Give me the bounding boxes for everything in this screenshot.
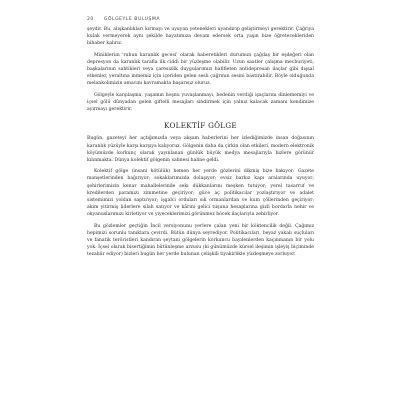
paragraph: Minikleriın 'ruhun karanlık gecesi' olarak haberetikleri durumun çağdaş bir eşdeğeri olan depresyon da karanlık tarafla ilk ciddi bir yüzleşme olabilir. Uzun saatler çalışma mecburiyeti, başkalarının sahtikleri veya çaresizlik duygularımızı hafifleten antidepresan ilaçlar gibi dışsal etkenler, yeraltına inmemiz için içeriden gelen sesli çağrının sesini bastırabilir. Böyle olduğunda melankolimizin amacını kavramakta başarısız oluruz.: [87, 52, 314, 87]
running-header: [87, 17, 160, 22]
paragraph: Kolektif gölge (insani kötülük) hemen her yerde gözlerini dikmiş bize bakıyor: Gazete manşetlerinden bağırıyor; sokaklarımızda dolaşıyor; evsiz barkız kapı aralarında uyuyor; şehirlerimizin kenar mahallelerinde sekı dükkanlarını meşken tutuyor; yerel tasarruf ve kredilerden paramızı zimmetine geçiriyor; güce aç politikacılar yozlaştırıyor ve adalet sistemimizi yoldan saptırıyor; işgalci orduları sık ormanlardan ve kum çöllerinden geçiriyor; akim yitirmiş liderlere silah satıyor ve kârını gelici tuşuna hesaplarına gizli bordarla nehir ve okyanuslarımızı kirletiyor ve yiyeceklerimizi görünmez böcek ilaçlarıyla zehirliyor.: [87, 169, 314, 218]
page-number: 20: [87, 17, 94, 22]
body-text: [87, 26, 314, 259]
paragraph: Bu gözlemler geçtiğin İncil versiyonunu yerlere çalan yeni bir köktencilik değil. Çağımız hepimizi sorunlu tanıklara çevirdi. Bütün dünya seyrediyor. Politikacıları, beyaz yakalı suçluları ve fanatik teröristleri kandıran şeytani gölgelerin korkuncu bayılenlerden kaçınmanın bir yolu yok. İçsel olarak bisertiğimin bütünleşme arzusu (ki günümüzde kürsel ileşimin işleyiş biçiminde tezahür ediyor) bizleri bugün her yerde bulunan çelişkili tiyakirlikle yüzleşmeye zorluyor.: [87, 223, 314, 258]
paragraph: Gölgeyle karşılaşma, yaşamın hoşnu yuvaşlanmayı, bedenin verdiği işaçlarını dinlememiyi ve içsel gölü dünyadan gelen giftelli mesajları sindirmek için yalnız kalacak zamanı kendimize ayırmayı gerektirir.: [87, 92, 314, 113]
running-title: GÖLGEYLE BULUŞMA: [103, 17, 160, 22]
paragraph: Bugün, gazeteyi her açtığımızda veya akşam haberlerini her izlediğimizde insan doğasının karanlık yüzüyle karşı karşıya kalıyoruz. Gölgenin daha da çirkin olan etkileri, modern elektronik köyümüzde korkunç olarak yayınlanan günlük büyük medya mesajlarıyla bizlere görünür kılınmakta. Dünya kolektif gölgenin sahnesi haline geldi.: [87, 136, 314, 164]
section-heading: KOLEKTİF GÖLGE: [164, 121, 237, 131]
paragraph: şeydir. Bu, alışkanlıkları kırmayı ve uyuyan yetenekleri uyandırıp geliştirmeyi gerektirir. Çağrıya kulak vermeyerek aynı şekilde hayatımıza devam edersek orta yaşın bize öğretecekleriden bihaber kalırız.: [87, 27, 314, 47]
